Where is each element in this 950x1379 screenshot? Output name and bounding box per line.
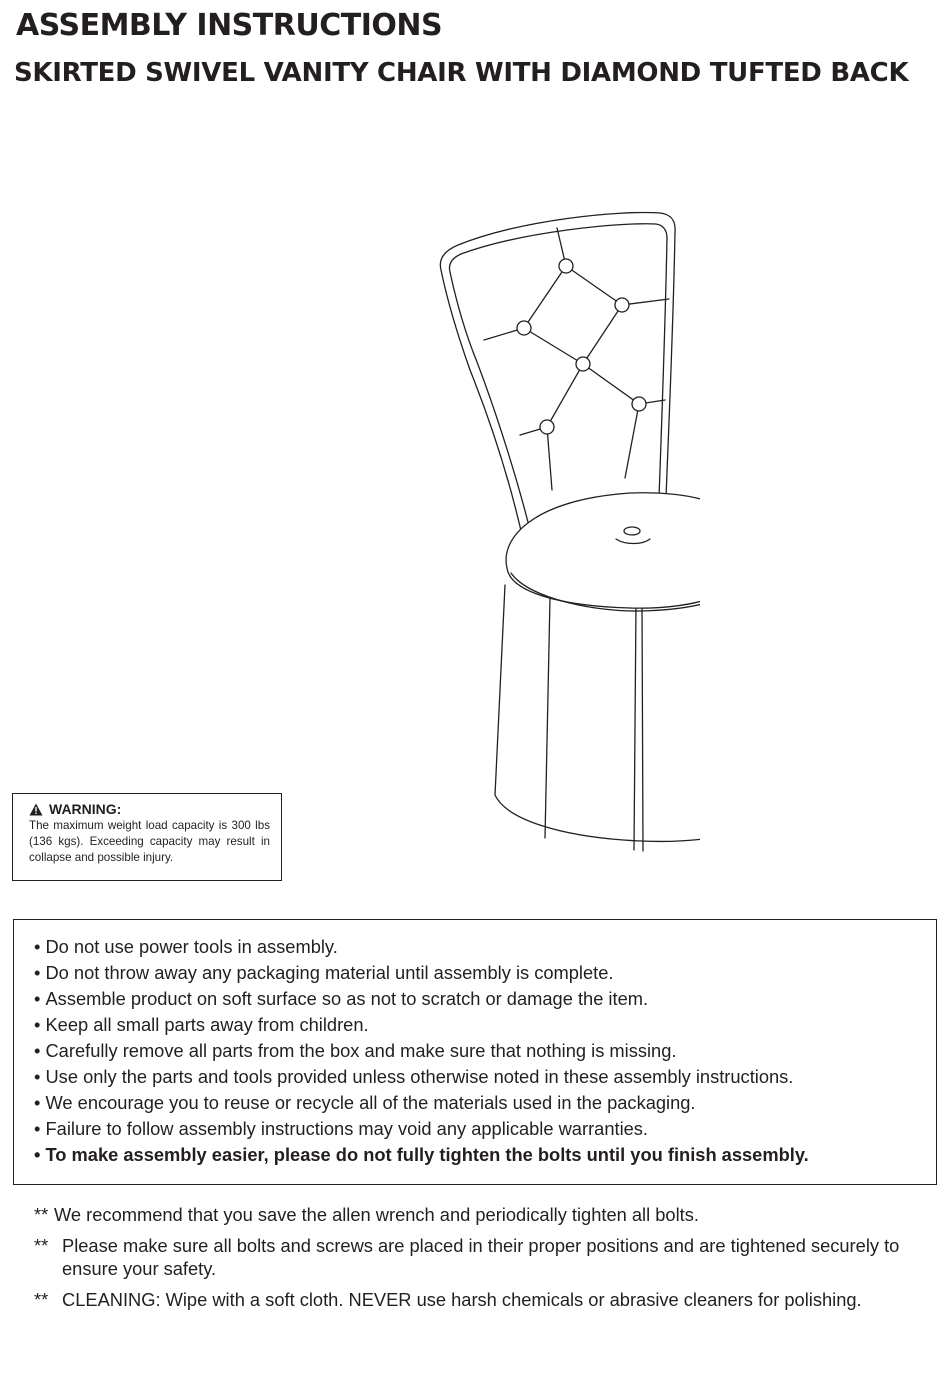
rule-item: • Do not use power tools in assembly. bbox=[34, 934, 916, 960]
warning-text: The maximum weight load capacity is 300 lbs (136 kgs). Exceeding capacity may result in collapse and possible injury. bbox=[29, 819, 270, 864]
rule-item-emphasized: • To make assembly easier, please do not fully tighten the bolts until you finish assembly. bbox=[34, 1142, 916, 1168]
note-text: We recommend that you save the allen wrench and periodically tighten all bolts. bbox=[54, 1204, 699, 1225]
rule-item: • Do not throw away any packaging material until assembly is complete. bbox=[34, 960, 916, 986]
warning-triangle-icon bbox=[29, 803, 43, 816]
note-item bbox=[34, 1288, 914, 1311]
vanity-chair-line-drawing bbox=[430, 205, 700, 860]
product-subtitle: SKIRTED SWIVEL VANITY CHAIR WITH DIAMOND TUFTED BACK bbox=[14, 58, 909, 88]
warning-heading bbox=[29, 801, 270, 817]
rule-item: • Failure to follow assembly instructions may void any applicable warranties. bbox=[34, 1116, 916, 1142]
warning-box bbox=[12, 793, 282, 881]
note-marker: ** bbox=[34, 1204, 49, 1225]
note-text: Please make sure all bolts and screws are placed in their proper positions and are tightened securely to ensure your safety. bbox=[62, 1235, 900, 1279]
note-marker: ** bbox=[34, 1235, 49, 1256]
rule-item: • We encourage you to reuse or recycle all of the materials used in the packaging. bbox=[34, 1090, 916, 1116]
note-item bbox=[34, 1234, 914, 1280]
warning-label: WARNING: bbox=[49, 801, 122, 817]
notes-section bbox=[34, 1203, 914, 1319]
note-item bbox=[34, 1203, 914, 1226]
tufting-buttons bbox=[517, 259, 646, 434]
note-text: CLEANING: Wipe with a soft cloth. NEVER use harsh chemicals or abrasive cleaners for polishing. bbox=[62, 1289, 862, 1310]
rule-item: • Use only the parts and tools provided unless otherwise noted in these assembly instructions. bbox=[34, 1064, 916, 1090]
rule-item: • Assemble product on soft surface so as not to scratch or damage the item. bbox=[34, 986, 916, 1012]
swivel-screw bbox=[624, 527, 640, 535]
tufting-seams bbox=[484, 228, 669, 490]
note-marker: ** bbox=[34, 1289, 49, 1310]
assembly-rules-box bbox=[13, 919, 937, 1185]
rule-item: • Carefully remove all parts from the box and make sure that nothing is missing. bbox=[34, 1038, 916, 1064]
document-title: ASSEMBLY INSTRUCTIONS bbox=[16, 8, 443, 43]
chair-skirt bbox=[495, 575, 700, 841]
assembly-rules-list bbox=[34, 934, 916, 1168]
rule-item: • Keep all small parts away from children. bbox=[34, 1012, 916, 1038]
